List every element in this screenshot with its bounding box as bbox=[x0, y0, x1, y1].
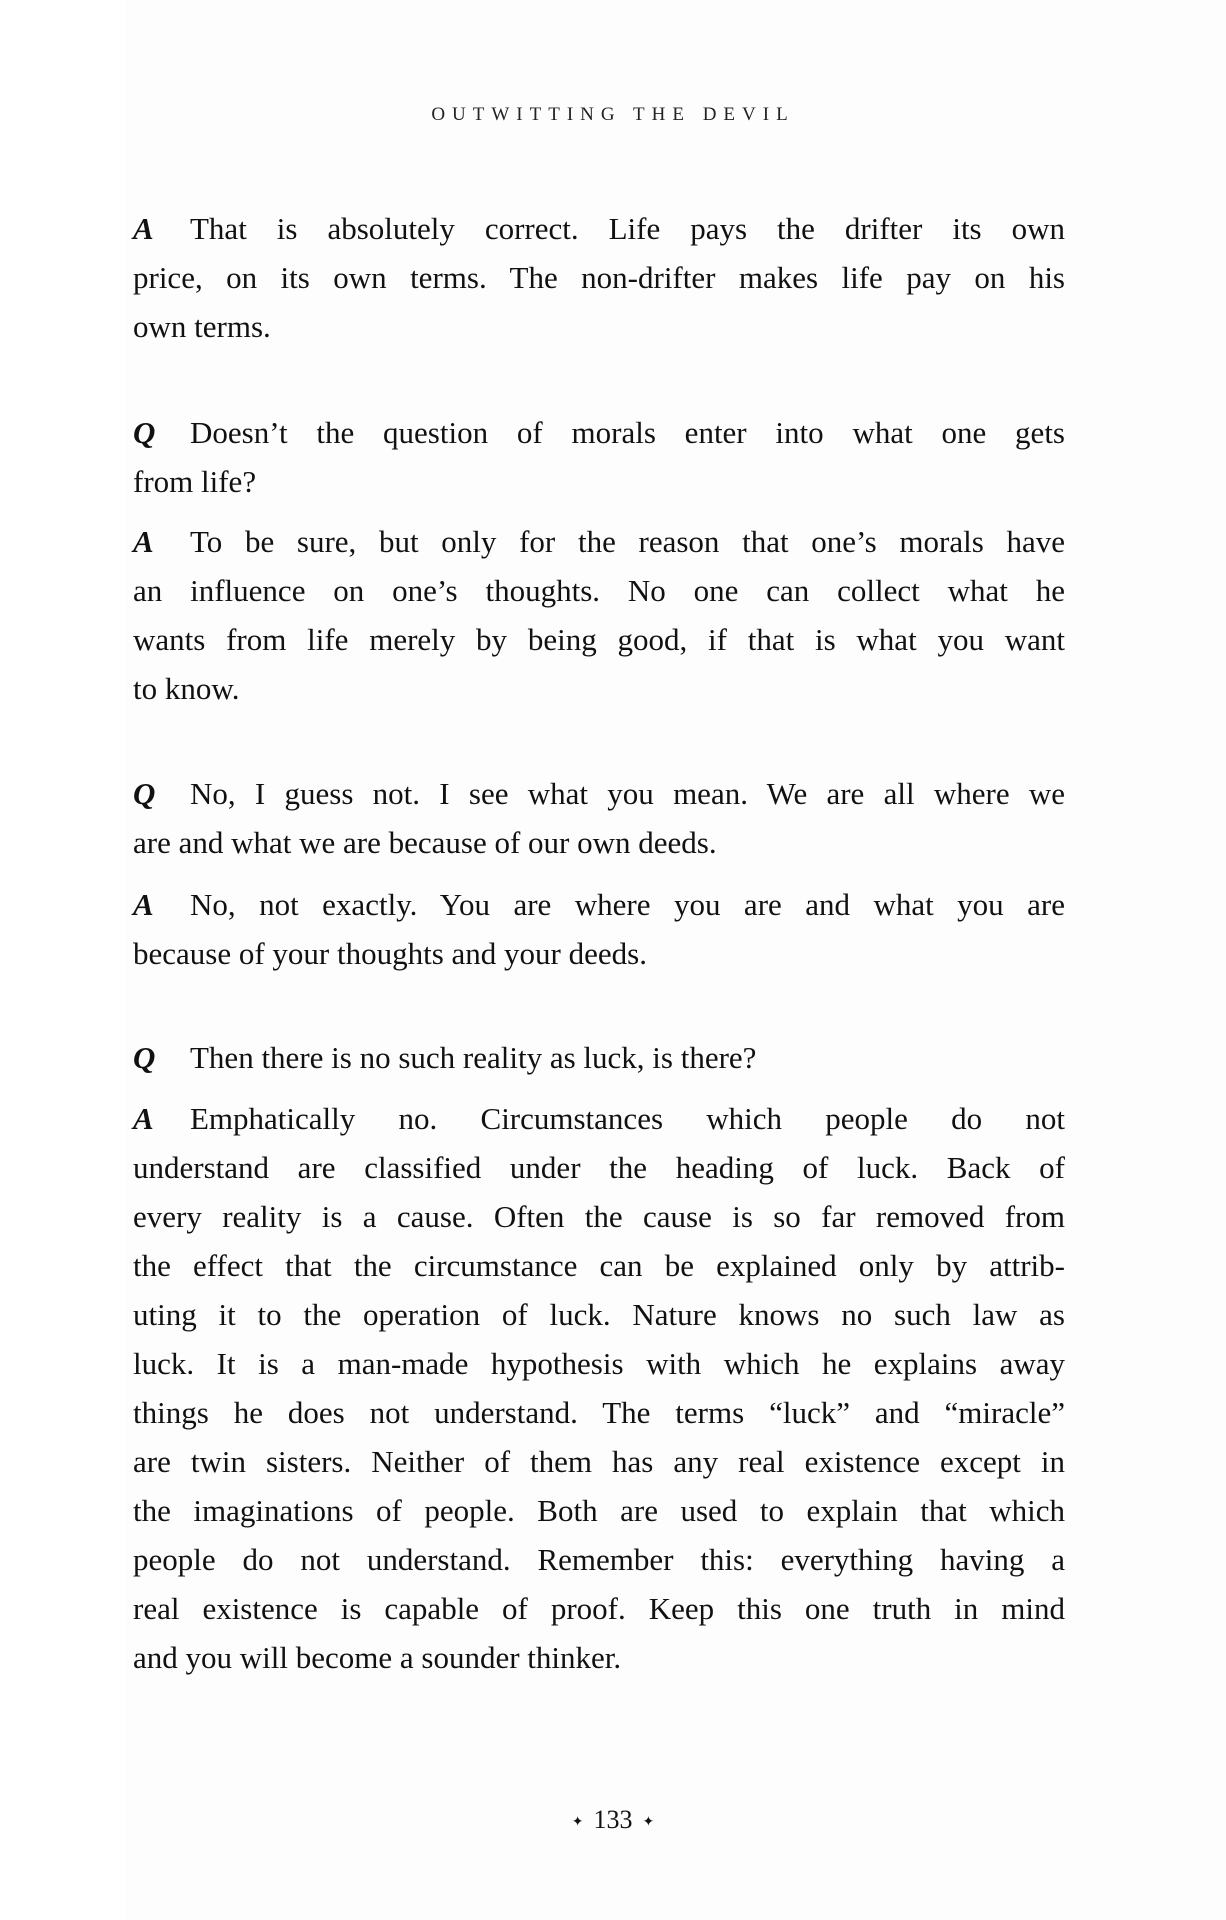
question-paragraph bbox=[133, 769, 1065, 867]
text-line bbox=[133, 408, 1065, 457]
line-text: Emphatically no. Circumstances which people do not bbox=[190, 1101, 1065, 1136]
line-text: things he does not understand. The terms “luck” and “miracle” bbox=[133, 1395, 1065, 1430]
text-line bbox=[133, 769, 1065, 818]
text-line bbox=[133, 566, 1065, 615]
text-line bbox=[133, 1437, 1065, 1486]
text-line bbox=[133, 1535, 1065, 1584]
text-line bbox=[133, 818, 1065, 867]
line-text: the imaginations of people. Both are used to explain that which bbox=[133, 1493, 1065, 1528]
line-text: Then there is no such reality as luck, is there? bbox=[190, 1040, 757, 1075]
page-number-text: 133 bbox=[593, 1805, 633, 1834]
speaker-label: Q bbox=[133, 776, 156, 811]
text-line bbox=[133, 1290, 1065, 1339]
line-text: own terms. bbox=[133, 309, 271, 344]
line-text: an influence on one’s thoughts. No one can collect what he bbox=[133, 573, 1065, 608]
text-line bbox=[133, 1241, 1065, 1290]
text-line bbox=[133, 1192, 1065, 1241]
text-line bbox=[133, 302, 1065, 351]
line-text: price, on its own terms. The non-drifter makes life pay on his bbox=[133, 260, 1065, 295]
page-number bbox=[0, 1805, 1226, 1835]
text-line bbox=[133, 517, 1065, 566]
text-line bbox=[133, 1633, 1065, 1682]
running-header: OUTWITTING THE DEVIL bbox=[431, 104, 795, 125]
line-text: and you will become a sounder thinker. bbox=[133, 1640, 622, 1675]
line-text: every reality is a cause. Often the cause is so far removed from bbox=[133, 1199, 1065, 1234]
line-text: because of your thoughts and your deeds. bbox=[133, 936, 647, 971]
text-line bbox=[133, 1486, 1065, 1535]
speaker-label: A bbox=[133, 211, 154, 246]
question-paragraph bbox=[133, 408, 1065, 506]
text-line bbox=[133, 615, 1065, 664]
speaker-label: Q bbox=[133, 415, 156, 450]
line-text: That is absolutely correct. Life pays the drifter its own bbox=[190, 211, 1065, 246]
line-text: luck. It is a man-made hypothesis with which he explains away bbox=[133, 1346, 1065, 1381]
line-text: No, not exactly. You are where you are and what you are bbox=[190, 887, 1065, 922]
text-line bbox=[133, 1388, 1065, 1437]
line-text: the effect that the circumstance can be explained only by attrib- bbox=[133, 1248, 1065, 1283]
answer-paragraph bbox=[133, 1094, 1065, 1682]
text-line bbox=[133, 204, 1065, 253]
question-paragraph bbox=[133, 1033, 1065, 1082]
speaker-label: A bbox=[133, 887, 154, 922]
speaker-label: Q bbox=[133, 1040, 156, 1075]
line-text: understand are classified under the heading of luck. Back of bbox=[133, 1150, 1065, 1185]
text-line bbox=[133, 664, 1065, 713]
line-text: to know. bbox=[133, 671, 240, 706]
answer-paragraph bbox=[133, 880, 1065, 978]
line-text: are twin sisters. Neither of them has any real existence except in bbox=[133, 1444, 1065, 1479]
answer-paragraph bbox=[133, 204, 1065, 351]
text-line bbox=[133, 880, 1065, 929]
speaker-label: A bbox=[133, 1101, 154, 1136]
line-text: Doesn’t the question of morals enter into what one gets bbox=[190, 415, 1065, 450]
line-text: real existence is capable of proof. Keep this one truth in mind bbox=[133, 1591, 1065, 1626]
line-text: To be sure, but only for the reason that one’s morals have bbox=[190, 524, 1065, 559]
line-text: from life? bbox=[133, 464, 257, 499]
text-line bbox=[133, 1339, 1065, 1388]
line-text: No, I guess not. I see what you mean. We are all where we bbox=[190, 776, 1065, 811]
text-line bbox=[133, 929, 1065, 978]
text-line bbox=[133, 1094, 1065, 1143]
text-line bbox=[133, 1033, 1065, 1082]
line-text: people do not understand. Remember this: everything having a bbox=[133, 1542, 1065, 1577]
line-text: wants from life merely by being good, if that is what you want bbox=[133, 622, 1065, 657]
text-line bbox=[133, 253, 1065, 302]
text-line bbox=[133, 1584, 1065, 1633]
ornament-icon: ✦ bbox=[571, 1814, 584, 1830]
line-text: are and what we are because of our own deeds. bbox=[133, 825, 717, 860]
page-margin bbox=[0, 0, 125, 1920]
speaker-label: A bbox=[133, 524, 154, 559]
ornament-icon: ✦ bbox=[642, 1814, 655, 1830]
line-text: uting it to the operation of luck. Nature knows no such law as bbox=[133, 1297, 1065, 1332]
answer-paragraph bbox=[133, 517, 1065, 713]
text-line bbox=[133, 1143, 1065, 1192]
text-line bbox=[133, 457, 1065, 506]
